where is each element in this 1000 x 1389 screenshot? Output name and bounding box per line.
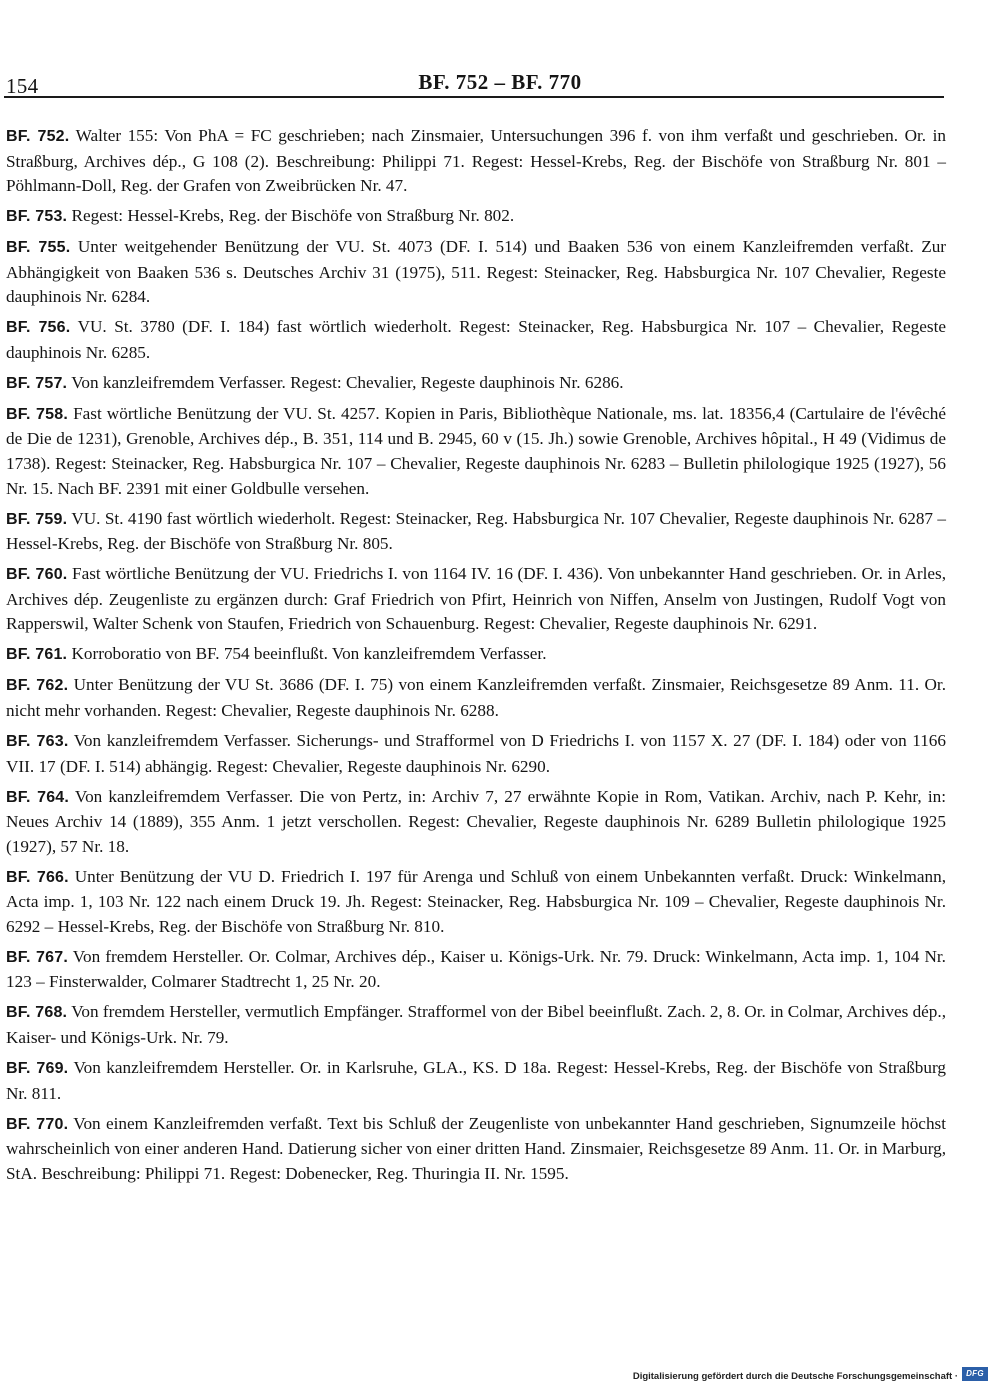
entry-bf-755	[6, 235, 946, 310]
entry-text: VU. St. 4190 fast wörtlich wiederholt. Regest: Steinacker, Reg. Habsburgica Nr. 107 Chevalier, Regeste dauphinois Nr. 6287 – Hessel-Krebs, Reg. der Bischöfe von Straßburg Nr. 805.	[6, 508, 946, 554]
entry-id: BF. 759.	[6, 510, 68, 528]
entry-id: BF. 763.	[6, 732, 69, 750]
entry-text: Regest: Hessel-Krebs, Reg. der Bischöfe von Straßburg Nr. 802.	[71, 206, 515, 226]
entry-bf-760	[6, 562, 946, 637]
entry-bf-762	[6, 673, 946, 723]
entry-text: Von fremdem Hersteller, vermutlich Empfänger. Strafformel von der Bibel beeinflußt. Zach. 2, 8. Or. in Colmar, Archives dép., Kaiser- und Königs-Urk. Nr. 79.	[6, 1002, 946, 1048]
entry-id: BF. 755.	[6, 239, 71, 257]
entry-id: BF. 752.	[6, 128, 70, 145]
entry-bf-757	[6, 371, 946, 397]
entry-id: BF. 766.	[6, 868, 69, 886]
entry-text: VU. St. 3780 (DF. I. 184) fast wörtlich wiederholt. Regest: Steinacker, Reg. Habsburgica Nr. 107 – Chevalier, Regeste dauphinois Nr. 6285.	[6, 317, 946, 362]
running-title: BF. 752 – BF. 770	[418, 70, 582, 94]
entry-text: Unter Benützung der VU D. Friedrich I. 197 für Arenga und Schluß von einem Unbekannten verfaßt. Druck: Winkelmann, Acta imp. 1, 103 Nr. 122 nach einem Druck 19. Jh. Regest: Steinacker, Reg. Habsburgica Nr. 109 – Chevalier, Regeste dauphinois Nr. 6292 – Hessel-Krebs, Reg. der Bischöfe von Straßburg Nr. 810.	[6, 866, 946, 936]
entry-id: BF. 764.	[6, 788, 70, 806]
entry-text: Korroboratio von BF. 754 beeinflußt. Von kanzleifremdem Verfasser.	[71, 644, 547, 664]
entry-id: BF. 770.	[6, 1115, 69, 1133]
entry-bf-768	[6, 1000, 946, 1050]
entry-id: BF. 760.	[6, 566, 68, 584]
entry-text: Fast wörtliche Benützung der VU. St. 4257. Kopien in Paris, Bibliothèque Nationale, ms. lat. 18356,4 (Cartulaire de l'évêché de Die de 1231), Grenoble, Archives dép., B. 351, 114 und B. 2945, 60 v (15. Jh.) sowie Grenoble, Archives hôpital., H 49 (Vidimus de 1738). Regest: Steinacker, Reg. Habsburgica Nr. 107 – Chevalier, Regeste dauphinois Nr. 6283 – Bulletin philologique 1925 (1927), 56 Nr. 15. Nach BF. 2391 mit einer Goldbulle versehen.	[6, 403, 947, 498]
entry-bf-766	[6, 865, 946, 940]
entry-text: Von kanzleifremdem Hersteller. Or. in Karlsruhe, GLA., KS. D 18a. Regest: Hessel-Krebs, Reg. der Bischöfe von Straßburg Nr. 811.	[6, 1058, 946, 1103]
entry-id: BF. 753.	[6, 208, 68, 226]
entry-id: BF. 762.	[6, 677, 69, 695]
entry-id: BF. 756.	[6, 319, 71, 337]
entry-text: Fast wörtliche Benützung der VU. Friedrichs I. von 1164 IV. 16 (DF. I. 436). Von unbekannter Hand geschrieben. Or. in Arles, Archives dép. Zeugenliste zu ergänzen durch: Graf Friedrich von Pfirt, Heinrich von Niffen, Anselm von Justingen, Rudolf Vogt von Rapperswil, Walter Schenk von Staufen, Friedrich von Schauenburg. Regest: Chevalier, Regeste dauphinois Nr. 6291.	[6, 564, 947, 634]
entry-text: Von kanzleifremdem Verfasser. Sicherungs- und Strafformel von D Friedrichs I. von 1157 X. 27 (DF. I. 184) oder von 1166 VII. 17 (DF. I. 514) abhängig. Regest: Chevalier, Regeste dauphinois Nr. 6290.	[6, 730, 946, 776]
page-number: 154	[6, 74, 39, 98]
header-rule	[4, 96, 944, 98]
dfg-logo[interactable]: DFG	[962, 1367, 988, 1381]
entry-id: BF. 758.	[6, 405, 68, 423]
entry-text: Von kanzleifremdem Verfasser. Die von Pertz, in: Archiv 7, 27 erwähnte Kopie in Rom, Vatikan. Archiv, nach P. Kehr, in: Neues Archiv 14 (1889), 355 Anm. 1 jetzt verschollen. Regest: Chevalier, Regeste dauphinois Nr. 6289 Bulletin philologique 1925 (1927), 57 Nr. 18.	[6, 786, 946, 856]
entry-bf-759	[6, 507, 946, 557]
entry-text: Von fremdem Hersteller. Or. Colmar, Archives dép., Kaiser u. Königs-Urk. Nr. 79. Druck: Winkelmann, Acta imp. 1, 104 Nr. 123 – Finsterwalder, Colmarer Stadtrecht 1, 25 Nr. 20.	[6, 946, 946, 992]
entry-bf-764	[6, 785, 946, 860]
entry-bf-753	[6, 204, 946, 230]
entry-bf-752	[6, 124, 946, 199]
entry-id: BF. 768.	[6, 1004, 68, 1022]
entry-bf-756	[6, 315, 946, 365]
entry-bf-767	[6, 945, 946, 995]
entry-id: BF. 767.	[6, 948, 68, 966]
entry-text: Unter weitgehender Benützung der VU. St. 4073 (DF. I. 514) und Baaken 536 von einem Kanzleifremden verfaßt. Zur Abhängigkeit von Baaken 536 s. Deutsches Archiv 31 (1975), 511. Regest: Steinacker, Reg. Habsburgica Nr. 107 Chevalier, Regeste dauphinois Nr. 6284.	[6, 237, 947, 307]
entry-bf-763	[6, 729, 946, 779]
entry-id: BF. 761.	[6, 646, 68, 664]
entry-text: Von einem Kanzleifremden verfaßt. Text bis Schluß der Zeugenliste von unbekannter Hand geschrieben, Signumzeile höchst wahrscheinlich von einer anderen Hand. Datierung sicher von einer dritten Hand. Zinsmaier, Reichsgesetze 89 Anm. 11. Or. in Marburg, StA. Beschreibung: Philippi 71. Regest: Dobenecker, Reg. Thuringia II. Nr. 1595.	[6, 1113, 946, 1183]
entries-list	[6, 124, 946, 1192]
entry-text: Walter 155: Von PhA = FC geschrieben; nach Zinsmaier, Untersuchungen 396 f. von ihm verfaßt und geschrieben. Or. in Straßburg, Archives dép., G 108 (2). Beschreibung: Philippi 71. Regest: Hessel-Krebs, Reg. der Bischöfe von Straßburg Nr. 801 – Pöhlmann-Doll, Reg. der Grafen von Zweibrücken Nr. 47.	[6, 126, 946, 196]
entry-bf-770	[6, 1112, 946, 1187]
entry-id: BF. 757.	[6, 374, 68, 392]
entry-bf-761	[6, 642, 946, 668]
entry-bf-769	[6, 1056, 946, 1106]
entry-text: Von kanzleifremdem Verfasser. Regest: Chevalier, Regeste dauphinois Nr. 6286.	[71, 372, 624, 392]
entry-id: BF. 769.	[6, 1060, 69, 1078]
entry-text: Unter Benützung der VU St. 3686 (DF. I. 75) von einem Kanzleifremden verfaßt. Zinsmaier, Reichsgesetze 89 Anm. 11. Or. nicht mehr vorhanden. Regest: Chevalier, Regeste dauphinois Nr. 6288.	[6, 675, 946, 720]
entry-bf-758	[6, 402, 946, 501]
dfg-credit: Digitalisierung gefördert durch die Deutsche Forschungsgemeinschaft ·	[632, 1371, 958, 1382]
